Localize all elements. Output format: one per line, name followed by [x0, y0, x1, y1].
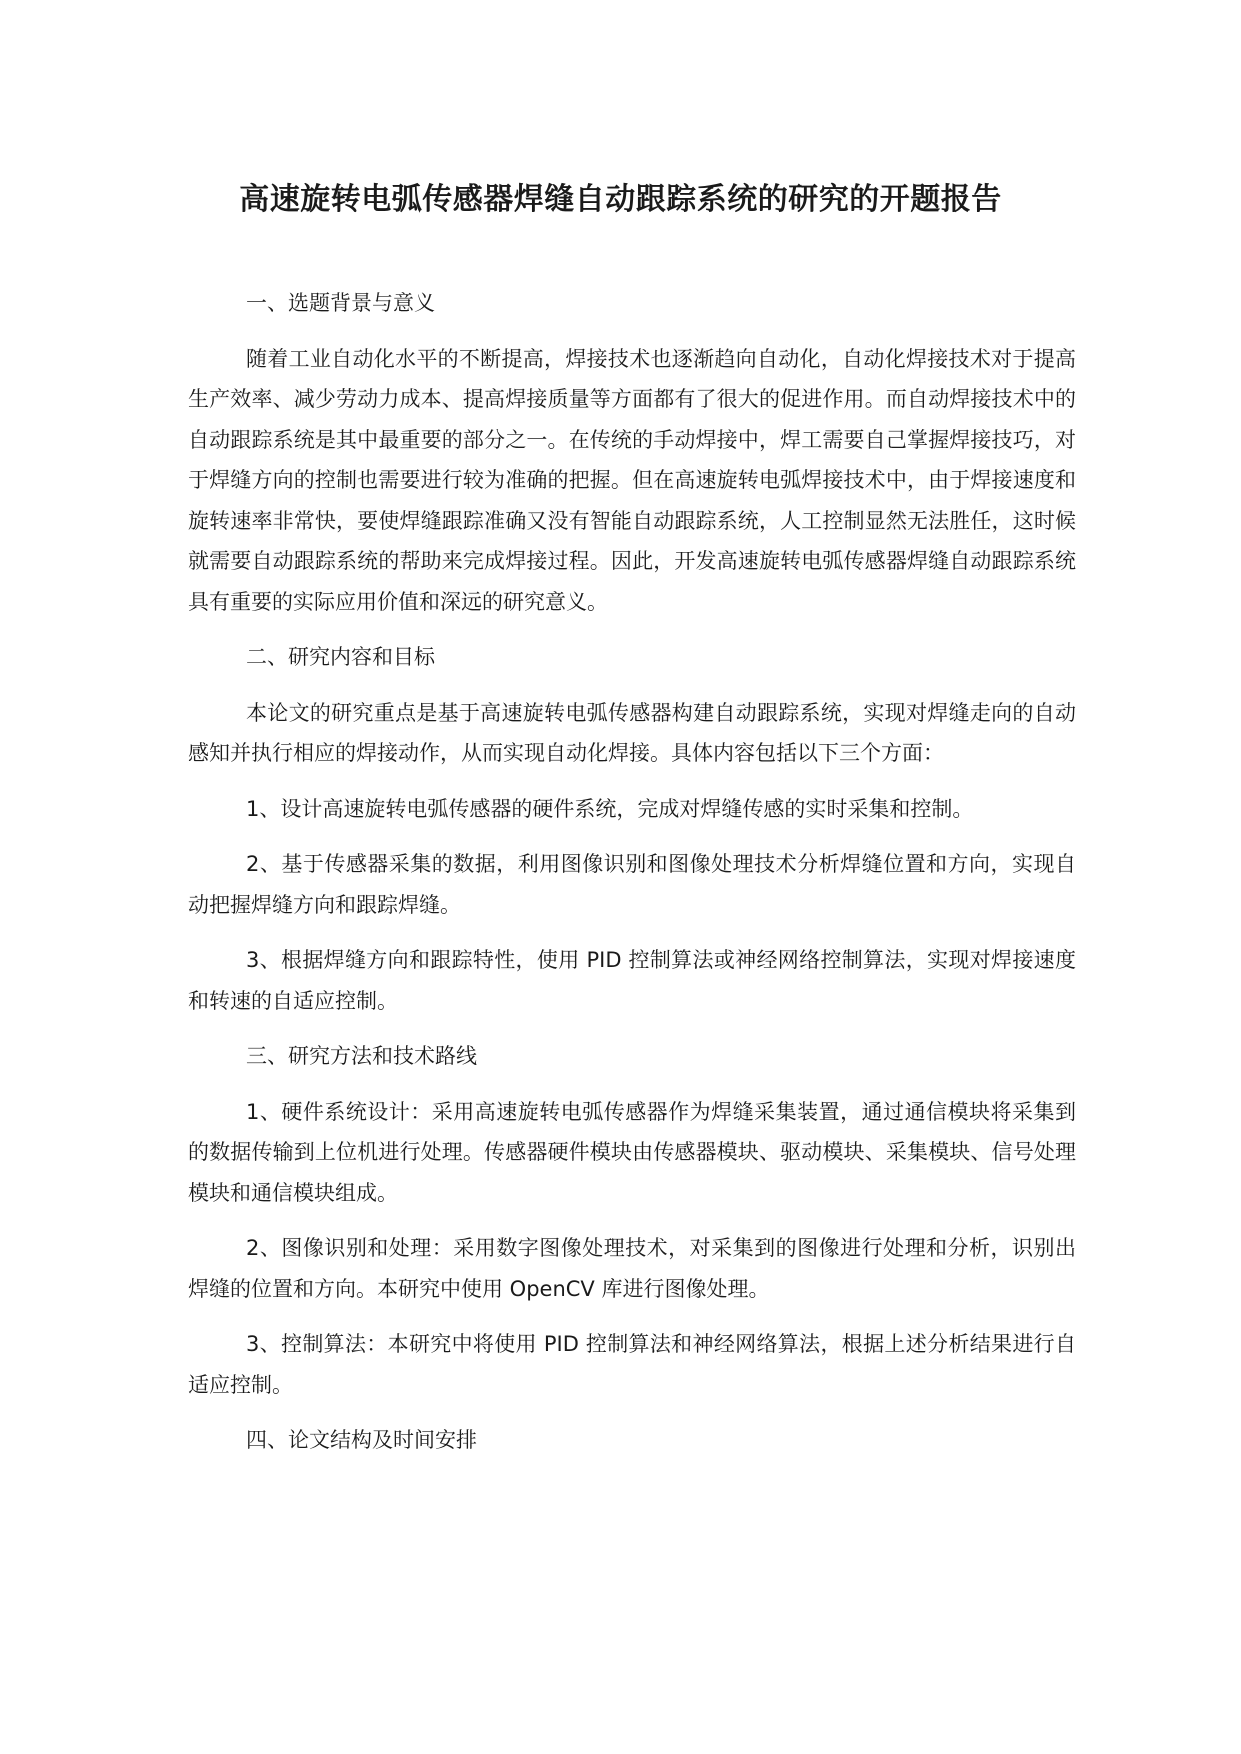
section-heading-methods: 三、研究方法和技术路线: [246, 1044, 477, 1068]
paragraph-content-item-3: 3、根据焊缝方向和跟踪特性，使用 PID 控制算法或神经网络控制算法，实现对焊接速度和转速的自适应控制。: [188, 948, 1076, 1013]
paragraph-content-intro: 本论文的研究重点是基于高速旋转电弧传感器构建自动跟踪系统，实现对焊缝走向的自动感知并执行相应的焊接动作，从而实现自动化焊接。具体内容包括以下三个方面：: [188, 700, 1076, 765]
paragraph-method-hardware: 1、硬件系统设计：采用高速旋转电弧传感器作为焊缝采集装置，通过通信模块将采集到的数据传输到上位机进行处理。传感器硬件模块由传感器模块、驱动模块、采集模块、信号处理模块和通信模块组成。: [188, 1099, 1076, 1205]
paragraph-method-image-processing: 2、图像识别和处理：采用数字图像处理技术，对采集到的图像进行处理和分析，识别出焊缝的位置和方向。本研究中使用 OpenCV 库进行图像处理。: [188, 1236, 1076, 1301]
paragraph-background: 随着工业自动化水平的不断提高，焊接技术也逐渐趋向自动化，自动化焊接技术对于提高生产效率、减少劳动力成本、提高焊接质量等方面都有了很大的促进作用。而自动焊接技术中的自动跟踪系统是其中最重要的部分之一。在传统的手动焊接中，焊工需要自己掌握焊接技巧，对于焊缝方向的控制也需要进行较为准确的把握。但在高速旋转电弧焊接技术中，由于焊接速度和旋转速率非常快，要使焊缝跟踪准确又没有智能自动跟踪系统，人工控制显然无法胜任，这时候就需要自动跟踪系统的帮助来完成焊接过程。因此，开发高速旋转电弧传感器焊缝自动跟踪系统具有重要的实际应用价值和深远的研究意义。: [188, 346, 1076, 614]
document-title: 高速旋转电弧传感器焊缝自动跟踪系统的研究的开题报告: [239, 182, 1002, 217]
paragraph-method-control: 3、控制算法：本研究中将使用 PID 控制算法和神经网络算法，根据上述分析结果进行自适应控制。: [188, 1332, 1076, 1397]
section-heading-background: 一、选题背景与意义: [246, 291, 435, 315]
section-heading-content-goals: 二、研究内容和目标: [246, 645, 435, 669]
paragraph-content-item-1: 1、设计高速旋转电弧传感器的硬件系统，完成对焊缝传感的实时采集和控制。: [246, 796, 974, 821]
document-body: [188, 283, 1076, 1476]
section-heading-structure-schedule: 四、论文结构及时间安排: [246, 1428, 477, 1452]
paragraph-content-item-2: 2、基于传感器采集的数据，利用图像识别和图像处理技术分析焊缝位置和方向，实现自动把握焊缝方向和跟踪焊缝。: [188, 852, 1076, 917]
